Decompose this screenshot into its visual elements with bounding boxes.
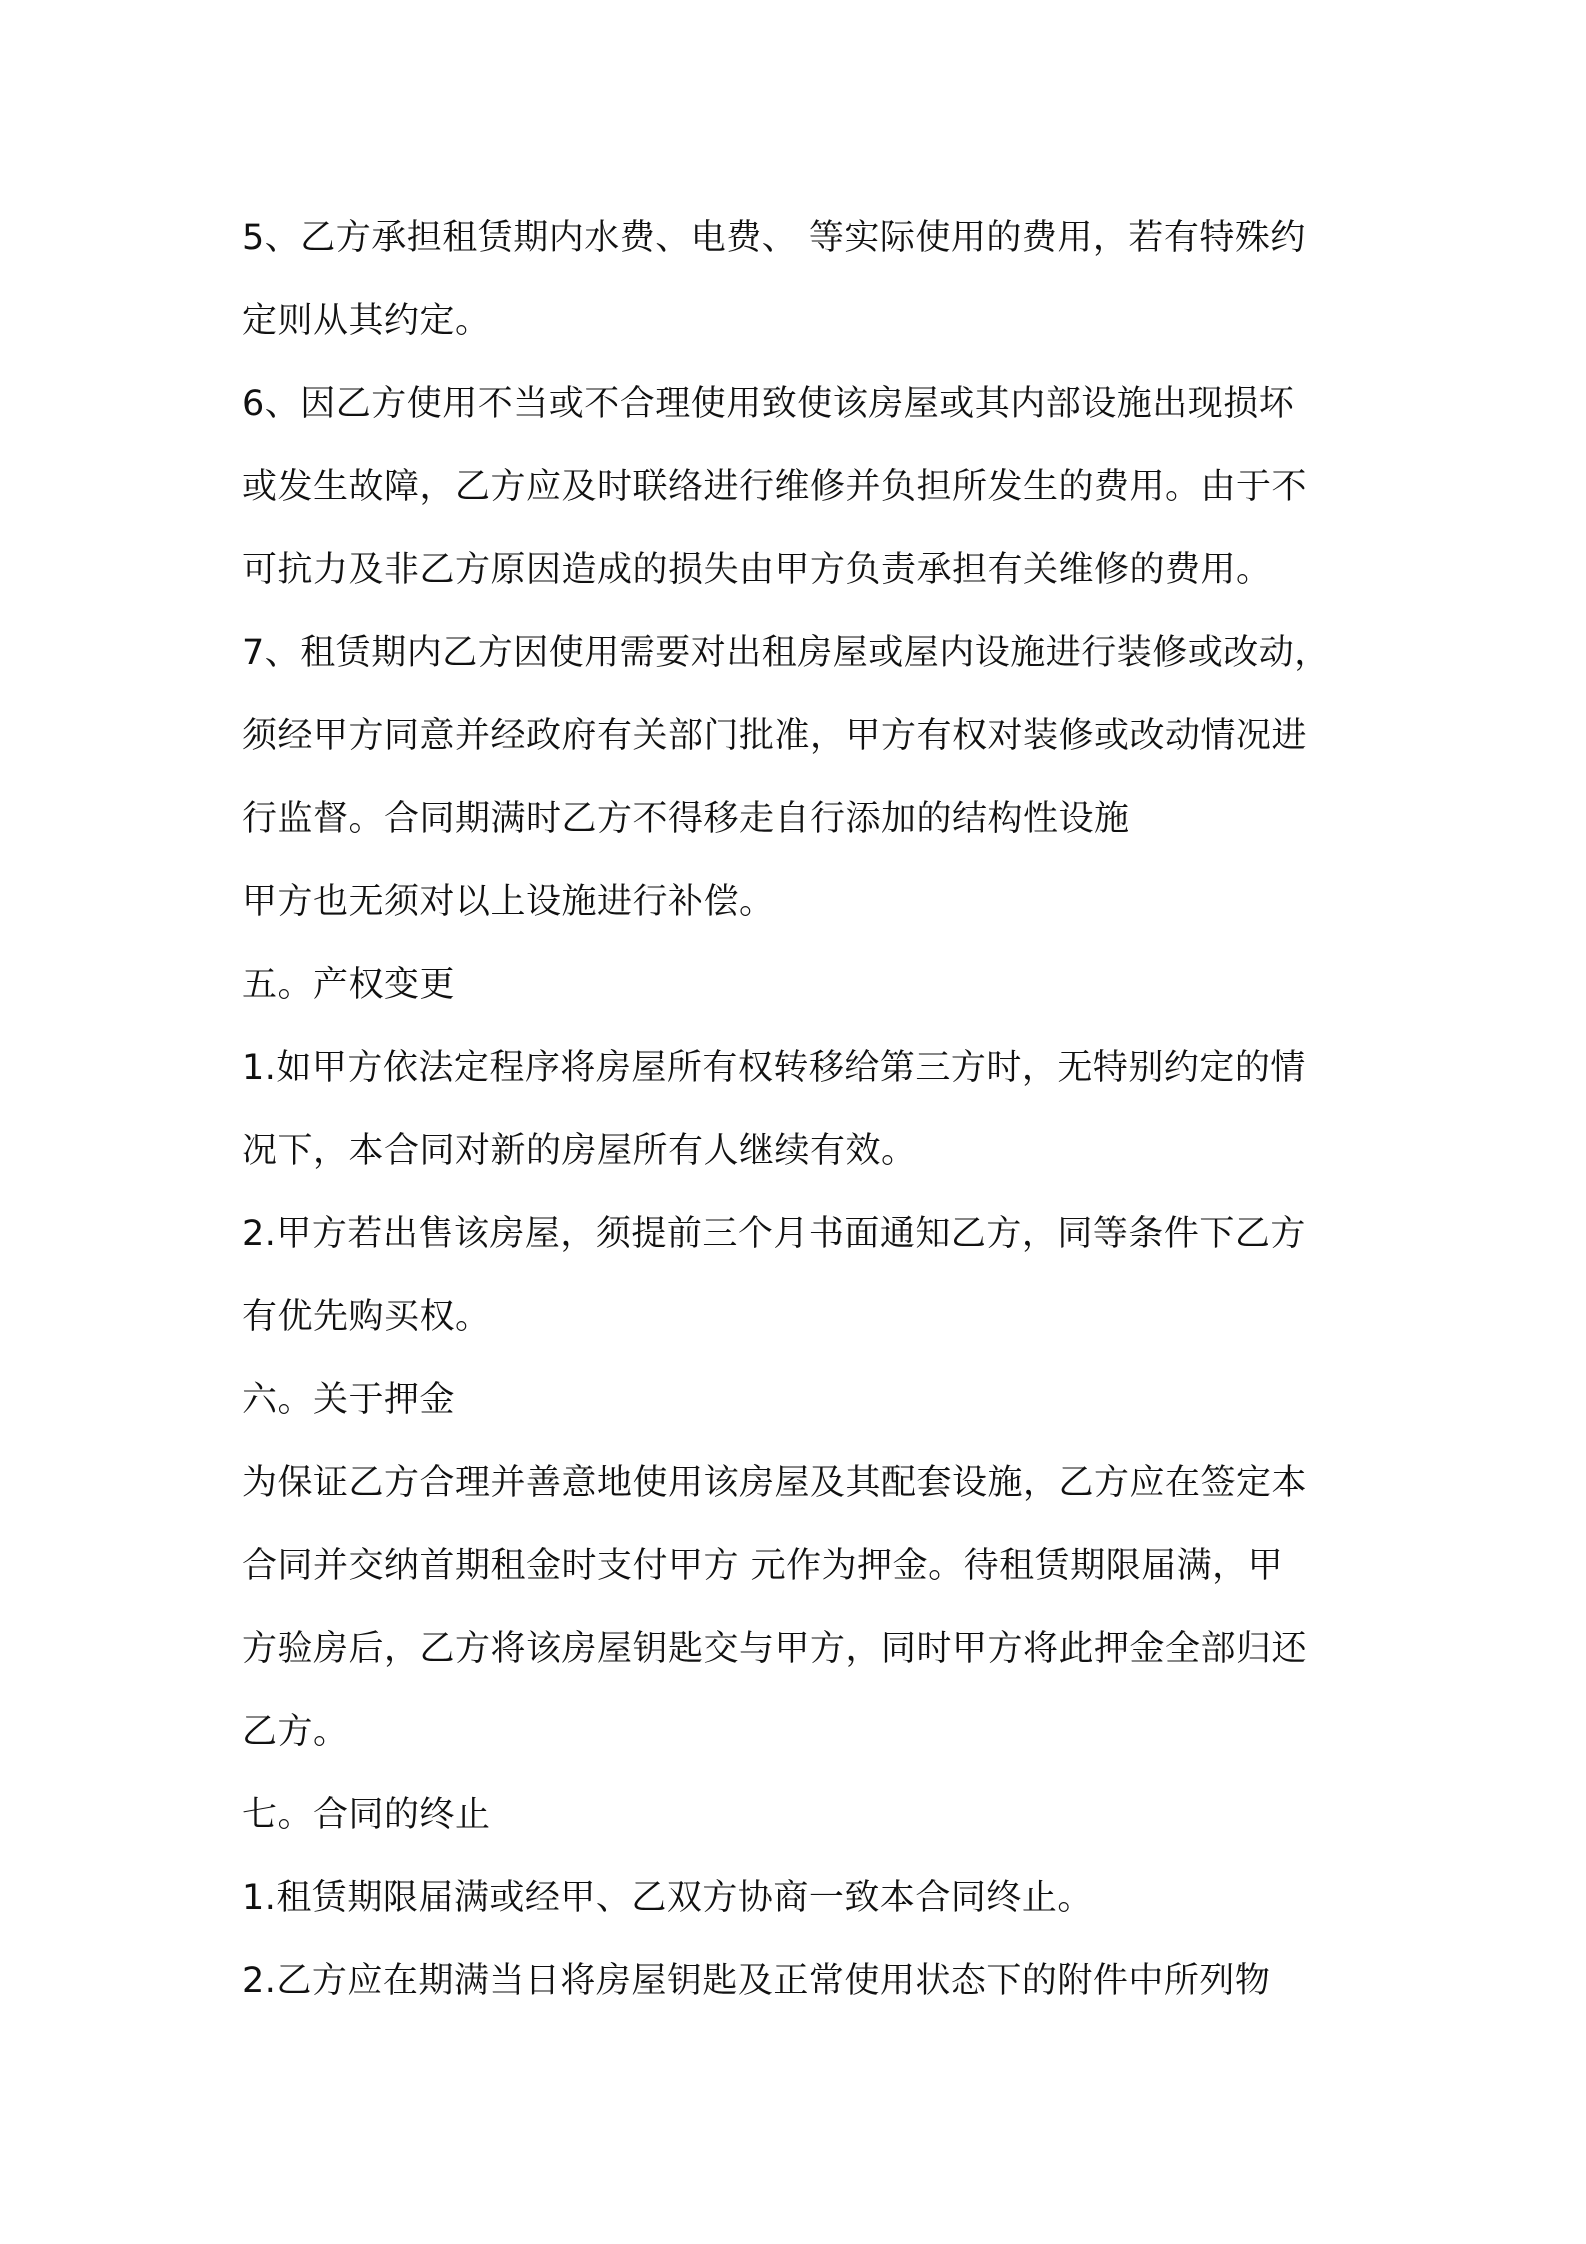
clause-5-line-2: 定则从其约定。 [242, 301, 491, 341]
section-5-item-2-line-1: 2.甲方若出售该房屋，须提前三个月书面通知乙方，同等条件下乙方 [242, 1214, 1306, 1254]
section-heading-5: 五。产权变更 [242, 965, 456, 1005]
clause-7-line-1: 7、租赁期内乙方因使用需要对出租房屋或屋内设施进行装修或改动， [242, 633, 1330, 673]
deposit-paragraph-line-1: 为保证乙方合理并善意地使用该房屋及其配套设施，乙方应在签定本 [242, 1463, 1308, 1503]
section-7-item-1: 1.租赁期限届满或经甲、乙双方协商一致本合同终止。 [242, 1878, 1093, 1918]
deposit-paragraph-line-3: 方验房后，乙方将该房屋钥匙交与甲方，同时甲方将此押金全部归还 [242, 1629, 1308, 1669]
clause-7-line-3: 行监督。合同期满时乙方不得移走自行添加的结构性设施 [242, 799, 1130, 839]
deposit-paragraph-line-2: 合同并交纳首期租金时支付甲方 元作为押金。待租赁期限届满，甲 [242, 1546, 1284, 1586]
clause-6-line-1: 6、因乙方使用不当或不合理使用致使该房屋或其内部设施出现损坏 [242, 384, 1295, 424]
section-heading-7: 七。合同的终止 [242, 1795, 491, 1835]
section-5-item-2-line-2: 有优先购买权。 [242, 1297, 491, 1337]
contract-text [242, 197, 1354, 2023]
clause-5-line-1: 5、乙方承担租赁期内水费、电费、 等实际使用的费用，若有特殊约 [242, 218, 1306, 258]
section-5-item-1-line-1: 1.如甲方依法定程序将房屋所有权转移给第三方时，无特别约定的情 [242, 1048, 1306, 1088]
section-5-item-1-line-2: 况下，本合同对新的房屋所有人继续有效。 [242, 1131, 917, 1171]
clause-6-line-3: 可抗力及非乙方原因造成的损失由甲方负责承担有关维修的费用。 [242, 550, 1272, 590]
section-heading-6: 六。关于押金 [242, 1380, 456, 1420]
clause-6-line-2: 或发生故障，乙方应及时联络进行维修并负担所发生的费用。由于不 [242, 467, 1308, 507]
section-7-item-2-line-1: 2.乙方应在期满当日将房屋钥匙及正常使用状态下的附件中所列物 [242, 1961, 1271, 2001]
deposit-paragraph-line-4: 乙方。 [242, 1712, 349, 1752]
clause-7-line-2: 须经甲方同意并经政府有关部门批准，甲方有权对装修或改动情况进 [242, 716, 1308, 756]
clause-7-line-4: 甲方也无须对以上设施进行补偿。 [242, 882, 775, 922]
